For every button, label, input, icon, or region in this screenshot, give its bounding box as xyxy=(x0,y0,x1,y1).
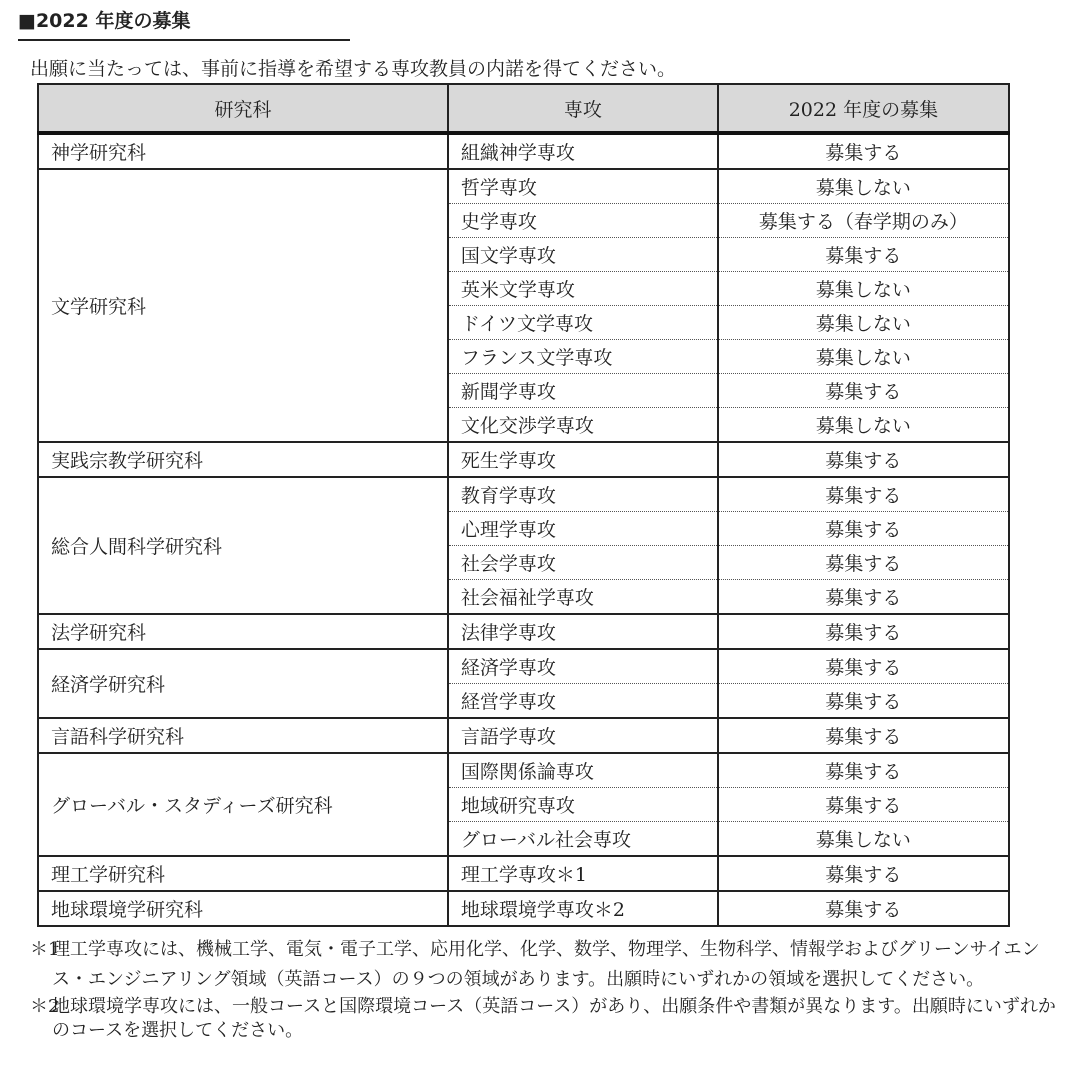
graduate-school-cell: 神学研究科 xyxy=(38,133,448,169)
table-row xyxy=(38,856,1009,891)
major-cell: 社会学専攻 xyxy=(448,546,718,580)
table-header-row xyxy=(38,84,1009,133)
footnotes xyxy=(30,935,1070,1043)
major-cell: 教育学専攻 xyxy=(448,477,718,512)
recruitment-status-cell: 募集する xyxy=(718,580,1009,615)
major-cell: 言語学専攻 xyxy=(448,718,718,753)
footnote-mark: ＊2 xyxy=(30,996,60,1017)
major-cell: 経営学専攻 xyxy=(448,684,718,719)
intro-text: 出願に当たっては、事前に指導を希望する専攻教員の内諾を得てください。 xyxy=(30,58,677,80)
major-cell: 経済学専攻 xyxy=(448,649,718,684)
major-cell: フランス文学専攻 xyxy=(448,340,718,374)
major-cell: 組織神学専攻 xyxy=(448,133,718,169)
footnote-text: 理工学専攻には、機械工学、電気・電子工学、応用化学、化学、数学、物理学、生物科学、情報学およびグリーンサイエンス・エンジニアリング領域（英語コース）の９つの領域があります。出願時にいずれかの領域を選択してください。 xyxy=(52,939,1040,990)
table-body xyxy=(38,133,1009,926)
recruitment-status-cell: 募集する xyxy=(718,891,1009,926)
recruitment-status-cell: 募集する xyxy=(718,238,1009,272)
column-header-graduate-school: 研究科 xyxy=(38,84,448,133)
table-row xyxy=(38,649,1009,684)
table-row xyxy=(38,442,1009,477)
recruitment-status-cell: 募集する xyxy=(718,718,1009,753)
graduate-school-cell: 文学研究科 xyxy=(38,169,448,442)
major-cell: 法律学専攻 xyxy=(448,614,718,649)
major-cell: 理工学専攻＊1 xyxy=(448,856,718,891)
major-cell: 社会福祉学専攻 xyxy=(448,580,718,615)
column-header-recruitment: 2022 年度の募集 xyxy=(718,84,1009,133)
major-cell: グローバル社会専攻 xyxy=(448,822,718,857)
graduate-school-cell: 法学研究科 xyxy=(38,614,448,649)
graduate-school-cell: グローバル・スタディーズ研究科 xyxy=(38,753,448,856)
footnote-mark: ＊1 xyxy=(30,939,60,960)
recruitment-status-cell: 募集する xyxy=(718,477,1009,512)
major-cell: 地域研究専攻 xyxy=(448,788,718,822)
table-row xyxy=(38,718,1009,753)
major-cell: 心理学専攻 xyxy=(448,512,718,546)
graduate-school-cell: 地球環境学研究科 xyxy=(38,891,448,926)
recruitment-status-cell: 募集しない xyxy=(718,408,1009,443)
major-cell: 国際関係論専攻 xyxy=(448,753,718,788)
recruitment-status-cell: 募集する xyxy=(718,684,1009,719)
footnote-1 xyxy=(30,935,1070,995)
recruitment-status-cell: 募集しない xyxy=(718,340,1009,374)
table-row xyxy=(38,753,1009,788)
recruitment-table xyxy=(37,83,1010,927)
major-cell: 国文学専攻 xyxy=(448,238,718,272)
recruitment-status-cell: 募集する xyxy=(718,856,1009,891)
footnote-text: 地球環境学専攻には、一般コースと国際環境コース（英語コース）があり、出願条件や書類が異なります。出願時にいずれかのコースを選択してください。 xyxy=(52,996,1056,1041)
major-cell: 新聞学専攻 xyxy=(448,374,718,408)
recruitment-status-cell: 募集する xyxy=(718,614,1009,649)
graduate-school-cell: 経済学研究科 xyxy=(38,649,448,718)
recruitment-status-cell: 募集する（春学期のみ） xyxy=(718,204,1009,238)
recruitment-status-cell: 募集する xyxy=(718,649,1009,684)
table-row xyxy=(38,614,1009,649)
major-cell: 英米文学専攻 xyxy=(448,272,718,306)
recruitment-status-cell: 募集する xyxy=(718,512,1009,546)
table-row xyxy=(38,169,1009,204)
recruitment-status-cell: 募集する xyxy=(718,788,1009,822)
recruitment-status-cell: 募集する xyxy=(718,374,1009,408)
recruitment-status-cell: 募集しない xyxy=(718,306,1009,340)
major-cell: 哲学専攻 xyxy=(448,169,718,204)
graduate-school-cell: 言語科学研究科 xyxy=(38,718,448,753)
recruitment-status-cell: 募集する xyxy=(718,442,1009,477)
table-row xyxy=(38,891,1009,926)
table-row xyxy=(38,477,1009,512)
section-heading: ■2022 年度の募集 xyxy=(18,6,350,41)
graduate-school-cell: 理工学研究科 xyxy=(38,856,448,891)
graduate-school-cell: 実践宗教学研究科 xyxy=(38,442,448,477)
recruitment-status-cell: 募集する xyxy=(718,546,1009,580)
footnote-2 xyxy=(30,995,1070,1043)
recruitment-status-cell: 募集しない xyxy=(718,272,1009,306)
table-row xyxy=(38,133,1009,169)
graduate-school-cell: 総合人間科学研究科 xyxy=(38,477,448,614)
major-cell: ドイツ文学専攻 xyxy=(448,306,718,340)
recruitment-status-cell: 募集する xyxy=(718,753,1009,788)
major-cell: 地球環境学専攻＊2 xyxy=(448,891,718,926)
major-cell: 死生学専攻 xyxy=(448,442,718,477)
recruitment-status-cell: 募集する xyxy=(718,133,1009,169)
major-cell: 史学専攻 xyxy=(448,204,718,238)
recruitment-status-cell: 募集しない xyxy=(718,169,1009,204)
recruitment-status-cell: 募集しない xyxy=(718,822,1009,857)
column-header-major: 専攻 xyxy=(448,84,718,133)
major-cell: 文化交渉学専攻 xyxy=(448,408,718,443)
